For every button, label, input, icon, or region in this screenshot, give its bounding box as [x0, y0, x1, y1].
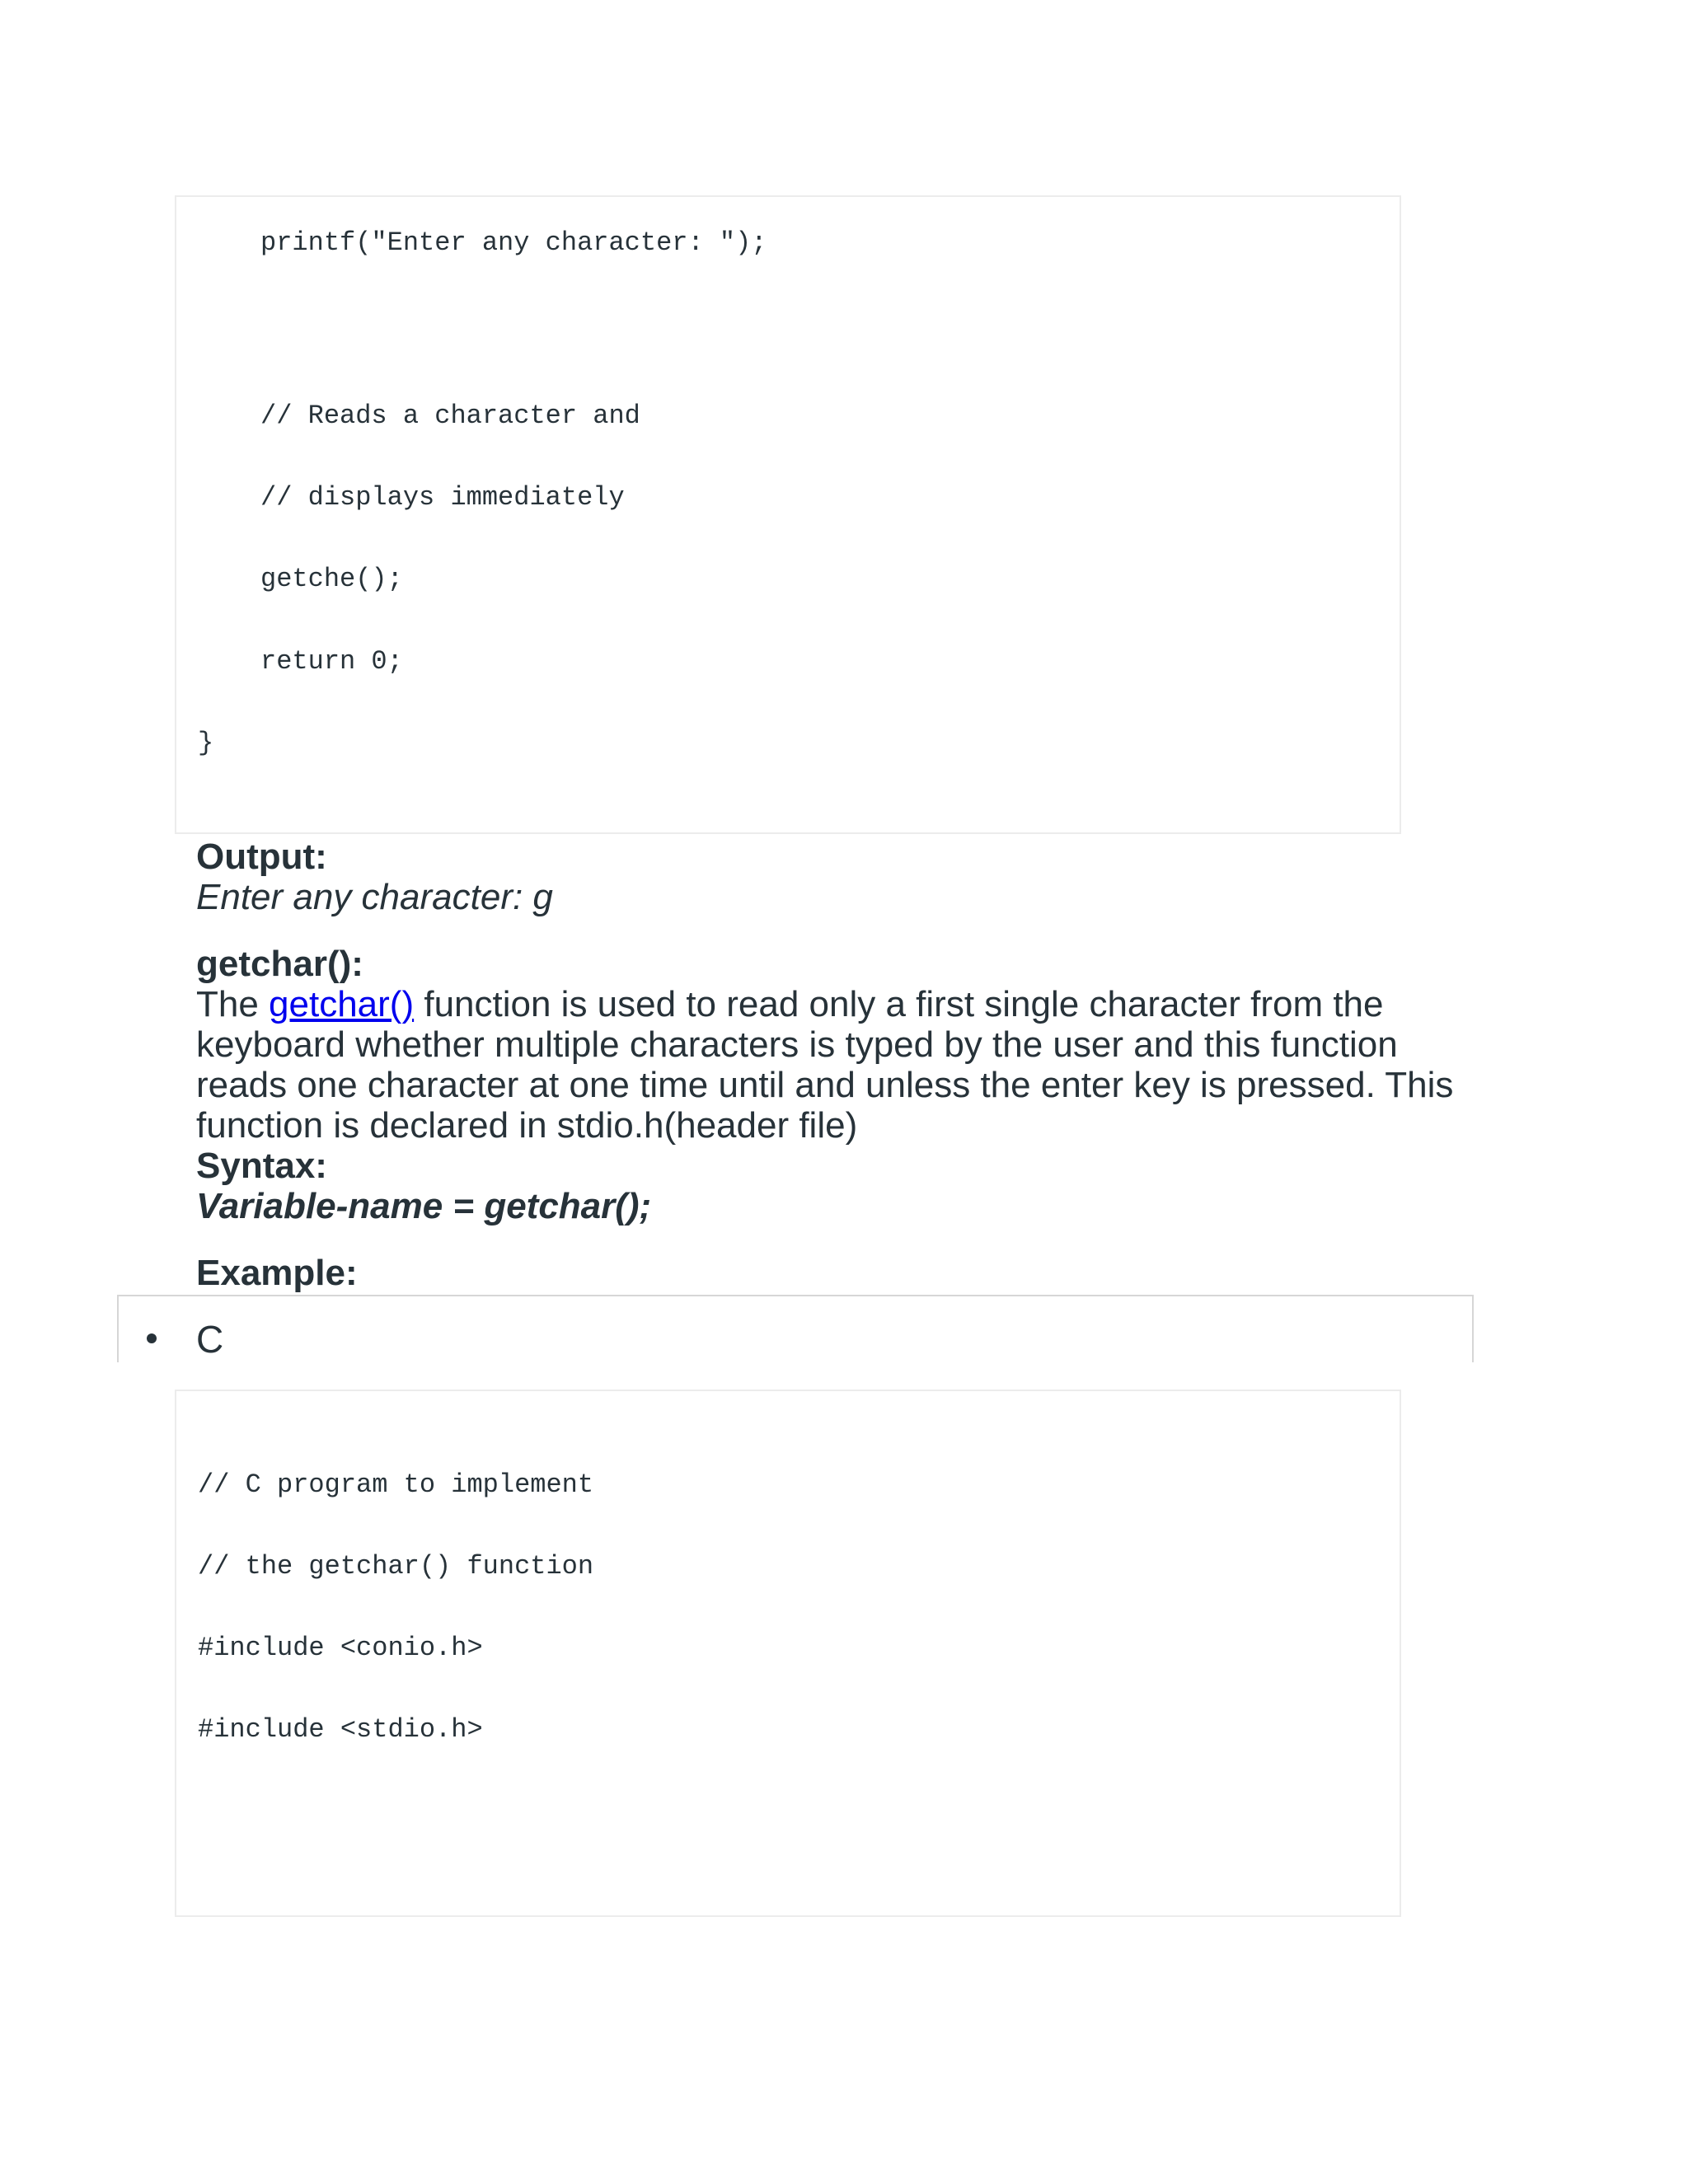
description-line: reads one character at one time until and unless the enter key is pressed. This [196, 1065, 1454, 1105]
syntax-value: Variable-name = getchar(); [196, 1186, 652, 1226]
code-line: getche(); [260, 564, 403, 594]
output-heading: Output: [196, 837, 327, 877]
code-line: // Reads a character and [260, 401, 640, 431]
description-line [196, 984, 1383, 1025]
code-line: return 0; [260, 646, 403, 677]
syntax-heading: Syntax: [196, 1146, 327, 1186]
description-line: function is declared in stdio.h(header file) [196, 1105, 858, 1146]
language-tab-c[interactable]: C [196, 1318, 224, 1361]
section-heading: getchar(): [196, 944, 363, 984]
language-tab-strip [117, 1295, 1474, 1362]
code-line: // the getchar() function [198, 1551, 594, 1582]
code-line: printf("Enter any character: "); [260, 227, 767, 258]
example-heading: Example: [196, 1253, 358, 1293]
code-line: #include <conio.h> [198, 1633, 483, 1663]
bullet-icon [147, 1333, 157, 1343]
code-line: #include <stdio.h> [198, 1714, 483, 1745]
description-text: The [196, 984, 270, 1024]
description-line: keyboard whether multiple characters is typed by the user and this function [196, 1024, 1398, 1065]
output-value: Enter any character: g [196, 877, 553, 917]
code-line: // displays immediately [260, 482, 625, 513]
code-block [175, 1390, 1401, 1917]
code-line: // C program to implement [198, 1469, 594, 1500]
description-text: function is used to read only a first single character from the [414, 984, 1384, 1024]
code-line: } [198, 728, 214, 758]
code-block [175, 195, 1401, 834]
getchar-link[interactable]: getchar() [269, 984, 415, 1024]
